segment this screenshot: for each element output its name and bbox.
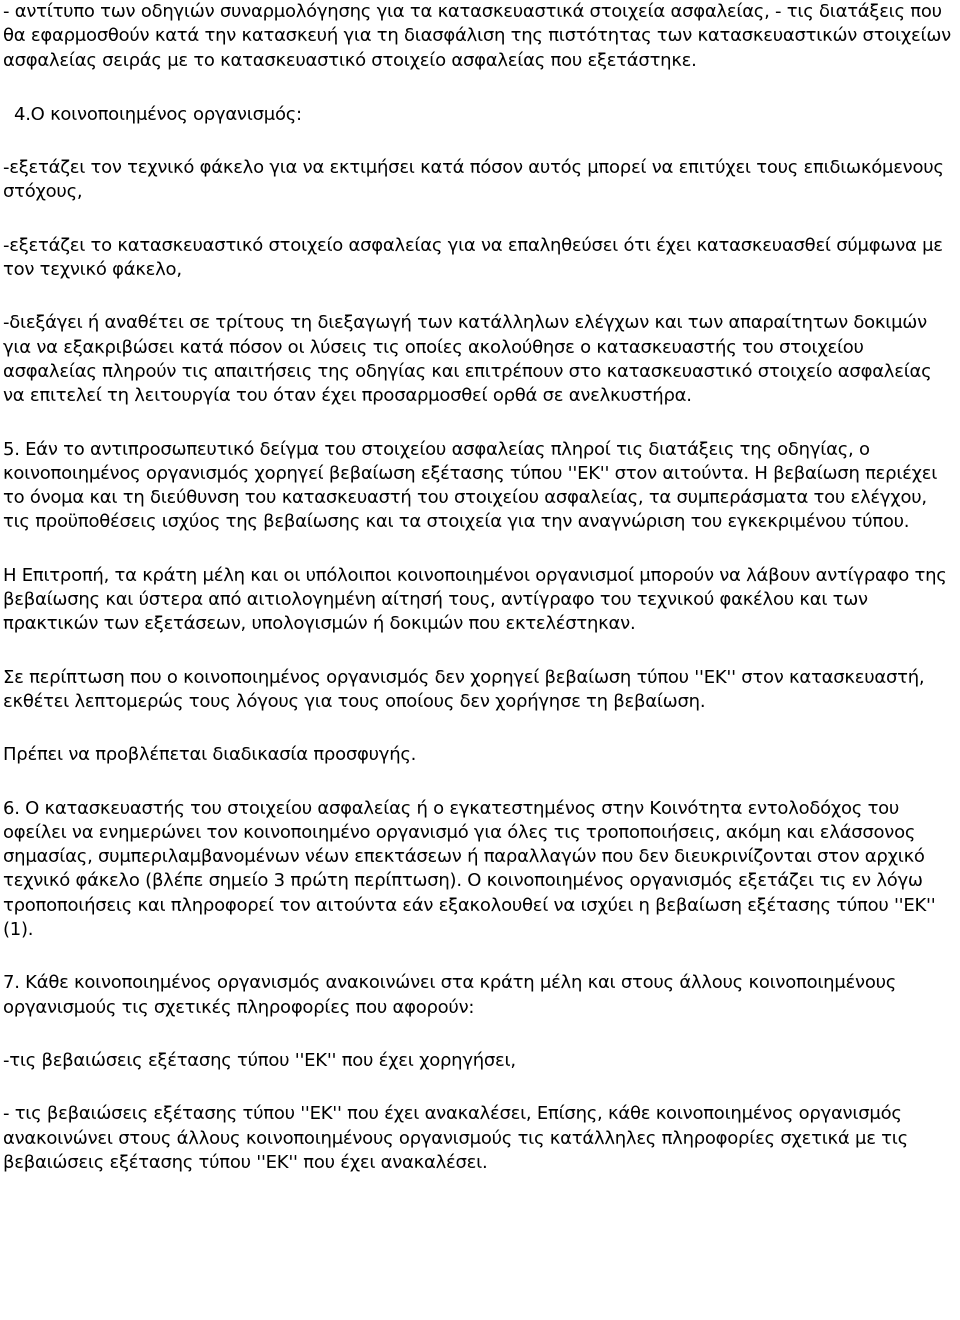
paragraph-conduct-checks: -διεξάγει ή αναθέτει σε τρίτους τη διεξαγωγή των κατάλληλων ελέγχων και των απαραίτητων δοκιμών για να εξακριβώσει κατά πόσον οι λύσεις τις οποίες ακολούθησε ο κατασκευαστής του στοιχείου ασφαλείας πληρούν τις απαιτήσεις της οδηγίας και επιτρέπουν στο κατασκευαστικό στοιχείο ασφαλείας να επιτελεί τη λειτουργία του όταν έχει προσαρμοσθεί ορθά σε ανελκυστήρα. [3, 312, 932, 407]
paragraph-refusal: Σε περίπτωση που ο κοινοποιημένος οργανισμός δεν χορηγεί βεβαίωση τύπου ''ΕΚ'' στον κατασκευαστή, εκθέτει λεπτομερώς τους λόγους για τους οποίους δεν χορήγησε τη βεβαίωση. [3, 666, 925, 712]
paragraph-certificates-withdrawn: - τις βεβαιώσεις εξέτασης τύπου ''ΕΚ'' που έχει ανακαλέσει, Επίσης, κάθε κοινοποιημένος οργανισμός ανακοινώνει στους άλλους κοινοποιημένους οργανισμούς τις κατάλληλες πληροφορίες σχετικά με τις βεβαιώσεις εξέτασης τύπου ''ΕΚ'' που έχει ανακαλέσει. [3, 1103, 908, 1173]
paragraph-section-6: 6. Ο κατασκευαστής του στοιχείου ασφαλείας ή ο εγκατεστημένος στην Κοινότητα εντολοδόχος του οφείλει να ενημερώνει τον κοινοποιημένο οργανισμό για όλες τις τροποποιήσεις, ακόμη και ελάσσονος σημασίας, συμπεριλαμβανομένων νέων επεκτάσεων ή παραλλαγών που δεν διευκρινίζονται στον αρχικό τεχνικό φάκελο (βλέπε σημείο 3 πρώτη περίπτωση). Ο κοινοποιημένος οργανισμός εξετάζει τις εν λόγω τροποποιήσεις και πληροφορεί τον αιτούντα εάν εξακολουθεί να ισχύει η βεβαίωση εξέτασης τύπου ''ΕΚ'' (1). [3, 797, 936, 941]
paragraph-appeal-procedure: Πρέπει να προβλέπεται διαδικασία προσφυγής. [3, 744, 417, 766]
paragraph-examine-technical-file: -εξετάζει τον τεχνικό φάκελο για να εκτιμήσει κατά πόσον αυτός μπορεί να επιτύχει τους επιδιωκόμενους στόχους, [3, 157, 944, 203]
paragraph-section-4-heading: 4.Ο κοινοποιημένος οργανισμός: [14, 103, 302, 125]
paragraph-certificates-issued: -τις βεβαιώσεις εξέτασης τύπου ''ΕΚ'' που έχει χορηγήσει, [3, 1049, 516, 1071]
paragraph-attachments-list: - αντίτυπο των οδηγιών συναρμολόγησης για τα κατασκευαστικά στοιχεία ασφαλείας, - τις διατάξεις που θα εφαρμοσθούν κατά την κατασκευή για τη διασφάλιση της πιστότητας των κατασκευαστικών στοιχείων ασφαλείας σειράς με το κατασκευαστικό στοιχείο ασφαλείας που εξετάστηκε. [3, 1, 951, 71]
paragraph-section-5: 5. Εάν το αντιπροσωπευτικό δείγμα του στοιχείου ασφαλείας πληροί τις διατάξεις της οδηγίας, ο κοινοποιημένος οργανισμός χορηγεί βεβαίωση εξέτασης τύπου ''ΕΚ'' στον αιτούντα. Η βεβαίωση περιέχει το όνομα και τη διεύθυνση του κατασκευαστή του στοιχείου ασφαλείας, τα συμπεράσματα του ελέγχου, τις προϋποθέσεις ισχύος της βεβαίωσης και τα στοιχεία για την αναγνώριση του εγκεκριμένου τύπου. [3, 438, 938, 533]
paragraph-commission-copies: Η Επιτροπή, τα κράτη μέλη και οι υπόλοιποι κοινοποιημένοι οργανισμοί μπορούν να λάβουν αντίγραφο της βεβαίωσης και ύστερα από αιτιολογημένη αίτησή τους, αντίγραφο του τεχνικού φακέλου και των πρακτικών των εξετάσεων, υπολογισμών ή δοκιμών που εκτελέστηκαν. [3, 564, 947, 635]
paragraph-examine-component: -εξετάζει το κατασκευαστικό στοιχείο ασφαλείας για να επαληθεύσει ότι έχει κατασκευασθεί σύμφωνα με τον τεχνικό φάκελο, [3, 234, 943, 281]
paragraph-section-7: 7. Κάθε κοινοποιημένος οργανισμός ανακοινώνει στα κράτη μέλη και στους άλλους κοινοποιημένους οργανισμούς τις σχετικές πληροφορίες που αφορούν: [3, 972, 897, 1018]
